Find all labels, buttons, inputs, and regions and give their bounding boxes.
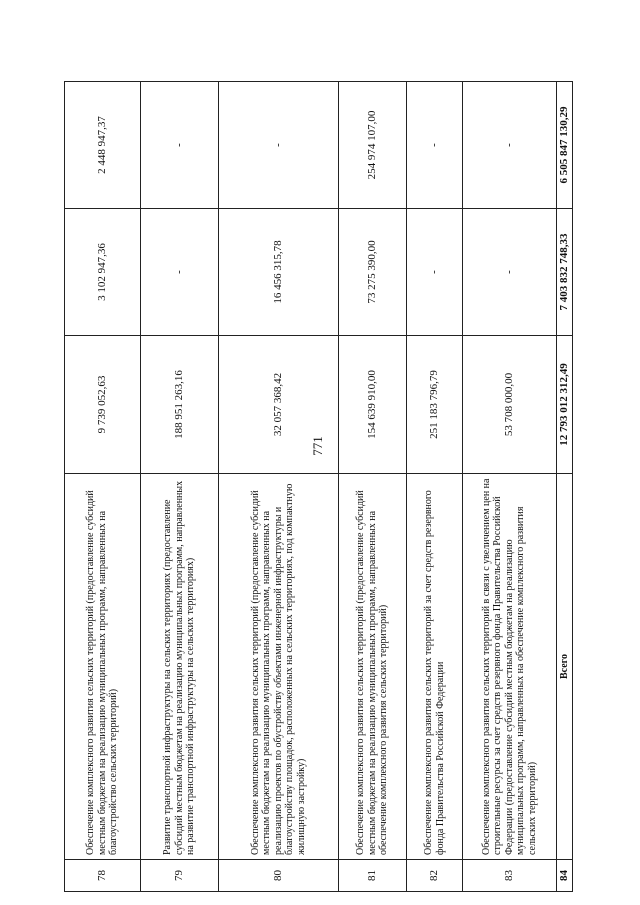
total-label: Всего <box>557 474 573 860</box>
budget-table <box>64 81 573 892</box>
row-name: Обеспечение комплексного развития сельских территорий (предоставление субсидий местным бюджетам на реализацию муниципальных программ, направленных на благоустройство сельских территорий) <box>65 474 141 860</box>
row-number: 84 <box>557 860 573 892</box>
table-row <box>463 82 557 892</box>
value-col-3: 2 448 947,37 <box>65 82 141 209</box>
total-row <box>557 82 573 892</box>
table-row <box>339 82 407 892</box>
row-name: Обеспечение комплексного развития сельских территорий за счет средств резервного фонда Правительства Российской Федерации <box>407 474 463 860</box>
total-col-3: 6 505 847 130,29 <box>557 82 573 209</box>
value-col-2: 16 456 315,78 <box>219 209 339 336</box>
value-col-3: - <box>407 82 463 209</box>
row-name: Развитие транспортной инфраструктуры на сельских территориях (предоставление субсидий местным бюджетам на реализацию муниципальных программ, направленных на развитие транспортной инфраструктуры на сельских территориях) <box>141 474 219 860</box>
table-row <box>407 82 463 892</box>
value-col-1: 154 639 910,00 <box>339 336 407 474</box>
row-name: Обеспечение комплексного развития сельских территорий (предоставление субсидий местным бюджетам на реализацию муниципальных программ, направленных на реализацию проектов по обустройству объектами инженерной инфраструктуры и благоустройству площадок, расположенных на сельских территориях, под компактную жилищную застройку) <box>219 474 339 860</box>
value-col-2: - <box>141 209 219 336</box>
value-col-1: 9 739 052,63 <box>65 336 141 474</box>
table-row <box>65 82 141 892</box>
value-col-1: 32 057 368,42 <box>219 336 339 474</box>
row-number: 81 <box>339 860 407 892</box>
row-number: 83 <box>463 860 557 892</box>
value-col-2: - <box>407 209 463 336</box>
value-col-2: 73 275 390,00 <box>339 209 407 336</box>
row-number: 80 <box>219 860 339 892</box>
table-row <box>219 82 339 892</box>
value-col-3: - <box>219 82 339 209</box>
row-number: 79 <box>141 860 219 892</box>
row-number: 82 <box>407 860 463 892</box>
value-col-2: 3 102 947,36 <box>65 209 141 336</box>
page-number: 771 <box>310 436 325 456</box>
value-col-2: - <box>463 209 557 336</box>
total-col-2: 7 403 832 748,33 <box>557 209 573 336</box>
value-col-1: 251 183 796,79 <box>407 336 463 474</box>
row-name: Обеспечение комплексного развития сельских территорий (предоставление субсидий местным бюджетам на реализацию муниципальных программ, направленных на обеспечение комплексного развития сельских территорий) <box>339 474 407 860</box>
value-col-3: - <box>141 82 219 209</box>
row-name: Обеспечение комплексного развития сельских территорий в связи с увеличением цен на строительные ресурсы за счет средств резервного фонда Правительства Российской Федерации (предоставление субсидий местным бюджетам на реализацию муниципальных программ, направленных на обеспечение комплексного развития сельских территорий) <box>463 474 557 860</box>
value-col-1: 53 708 000,00 <box>463 336 557 474</box>
row-number: 78 <box>65 860 141 892</box>
rotated-table <box>64 82 568 892</box>
value-col-3: 254 974 107,00 <box>339 82 407 209</box>
value-col-1: 188 951 263,16 <box>141 336 219 474</box>
total-col-1: 12 793 012 312,49 <box>557 336 573 474</box>
table-row <box>141 82 219 892</box>
value-col-3: - <box>463 82 557 209</box>
